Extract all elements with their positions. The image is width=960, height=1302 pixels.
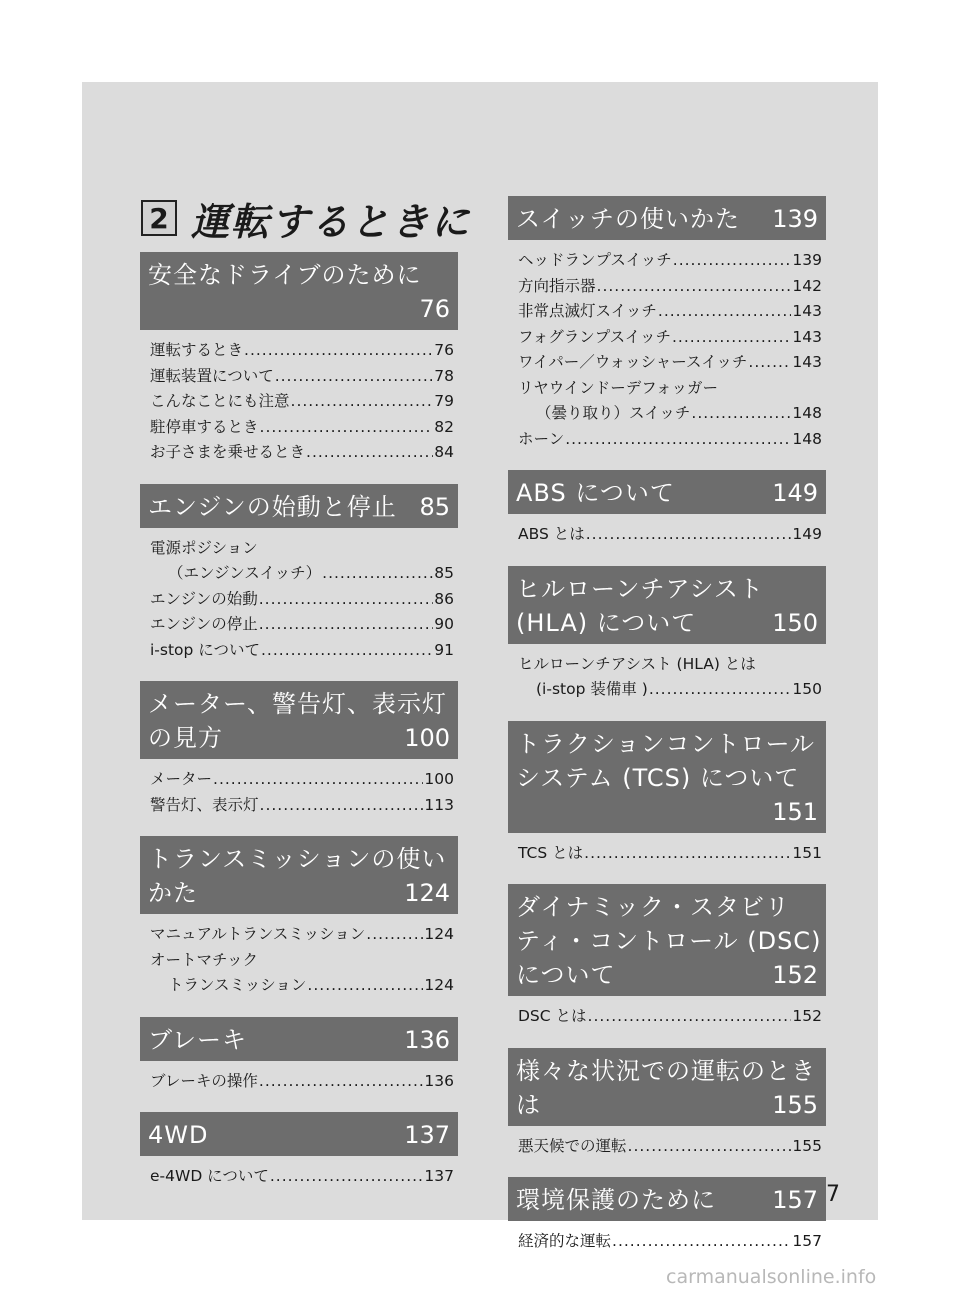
toc-entry-page: 100 bbox=[424, 770, 454, 788]
section-title: トランスミッションの使い bbox=[148, 845, 447, 873]
toc-entry-page: 150 bbox=[792, 680, 822, 698]
section-title: 環境保護のために bbox=[516, 1186, 716, 1214]
section-title: システム (TCS) について bbox=[516, 763, 800, 792]
toc-entry-text: オートマチック bbox=[150, 950, 259, 969]
dot-leader bbox=[259, 612, 434, 638]
chapter-heading bbox=[141, 196, 472, 244]
section-title-row bbox=[516, 1183, 818, 1217]
section-title: ABS について bbox=[516, 479, 675, 507]
section-page: 149 bbox=[772, 479, 818, 507]
section-title-row bbox=[148, 876, 450, 910]
dot-leader bbox=[673, 248, 792, 274]
toc-entry-page: 90 bbox=[434, 615, 454, 633]
section-title: ヒルローンチアシスト bbox=[516, 574, 764, 603]
section-title: は bbox=[516, 1090, 541, 1119]
dot-leader bbox=[213, 767, 423, 793]
toc-entry-list bbox=[508, 522, 826, 548]
toc-entry-text: TCS とは bbox=[518, 843, 584, 862]
dot-leader bbox=[291, 389, 434, 415]
toc-entry[interactable] bbox=[518, 1134, 822, 1160]
toc-entry[interactable] bbox=[150, 389, 454, 415]
toc-entry-text: 運転装置について bbox=[150, 366, 274, 385]
toc-entry-page: 84 bbox=[434, 443, 454, 461]
section-header[interactable] bbox=[140, 1112, 458, 1156]
toc-entry[interactable] bbox=[150, 922, 454, 948]
toc-entry-page: 148 bbox=[792, 404, 822, 422]
section-header[interactable] bbox=[140, 681, 458, 759]
toc-entry-page: 124 bbox=[424, 925, 454, 943]
toc-entry-page: 137 bbox=[424, 1167, 454, 1185]
toc-entry-page: 136 bbox=[424, 1071, 454, 1090]
dot-leader bbox=[691, 401, 791, 427]
toc-entry[interactable] bbox=[518, 274, 822, 300]
toc-entry-list bbox=[508, 248, 826, 452]
toc-entry-text: こんなことにも注意 bbox=[150, 392, 290, 410]
dot-leader bbox=[672, 325, 791, 351]
toc-entry-text: （エンジンスイッチ） bbox=[168, 564, 322, 582]
toc-entry-list bbox=[140, 922, 458, 999]
section-title: 様々な状況での運転のとき bbox=[516, 1056, 816, 1085]
toc-entry[interactable] bbox=[150, 1069, 454, 1095]
dot-leader bbox=[306, 440, 433, 466]
section-header[interactable] bbox=[140, 252, 458, 330]
toc-entry-page: 76 bbox=[434, 341, 454, 359]
section-page: 157 bbox=[772, 1186, 818, 1214]
toc-entry-text: メーター bbox=[150, 770, 213, 788]
toc-entry-list bbox=[508, 841, 826, 867]
toc-entry-text: リヤウインドーデフォッガー bbox=[518, 378, 718, 397]
toc-entry-list bbox=[508, 1004, 826, 1030]
section-header[interactable] bbox=[508, 470, 826, 514]
toc-entry[interactable] bbox=[518, 841, 822, 867]
toc-entry[interactable] bbox=[518, 652, 822, 678]
section-title: 安全なドライブのために bbox=[148, 261, 422, 289]
toc-entry-text: エンジンの始動 bbox=[150, 589, 258, 608]
toc-entry-text: ヘッドランプスイッチ bbox=[518, 251, 672, 269]
toc-entry-page: 143 bbox=[792, 327, 822, 346]
section-title-row bbox=[148, 721, 450, 755]
watermark: carmanualsonline.info bbox=[666, 1266, 877, 1288]
toc-entry-page: 143 bbox=[792, 353, 822, 371]
toc-entry-text: DSC とは bbox=[518, 1007, 587, 1025]
dot-leader bbox=[586, 522, 792, 548]
dot-leader bbox=[307, 973, 423, 999]
toc-entry-page: 143 bbox=[792, 302, 822, 320]
toc-entry-page: 149 bbox=[792, 525, 822, 543]
toc-entry-list bbox=[508, 1229, 826, 1255]
toc-entry[interactable] bbox=[150, 767, 454, 793]
dot-leader bbox=[658, 299, 792, 325]
toc-entry-list bbox=[140, 338, 458, 466]
toc-entry-list bbox=[140, 1069, 458, 1095]
dot-leader bbox=[270, 1164, 424, 1190]
toc-entry-text: (i-stop 装備車 ) bbox=[536, 680, 648, 698]
toc-entry[interactable] bbox=[518, 401, 822, 427]
toc-entry[interactable] bbox=[518, 1004, 822, 1030]
toc-entry-text: 警告灯、表示灯 bbox=[150, 795, 259, 814]
section-header[interactable] bbox=[140, 836, 458, 914]
toc-entry-text: 電源ポジション bbox=[150, 538, 258, 557]
section-header[interactable] bbox=[508, 1177, 826, 1221]
toc-entry-text: お子さまを乗せるとき bbox=[150, 443, 306, 461]
section-header[interactable] bbox=[508, 196, 826, 240]
section-title-row bbox=[148, 1023, 450, 1057]
toc-entry-list bbox=[140, 536, 458, 664]
toc-entry-text: ヒルローンチアシスト (HLA) とは bbox=[518, 654, 756, 673]
dot-leader bbox=[260, 793, 424, 819]
toc-entry-text: （曇り取り）スイッチ bbox=[536, 404, 691, 422]
toc-entry[interactable] bbox=[518, 350, 822, 376]
section-header[interactable] bbox=[508, 566, 826, 644]
section-title-row bbox=[516, 1088, 818, 1122]
toc-entry[interactable] bbox=[150, 536, 454, 562]
section-title: について bbox=[516, 961, 616, 989]
section-header[interactable] bbox=[140, 1017, 458, 1061]
toc-entry-page: 152 bbox=[792, 1007, 822, 1025]
dot-leader bbox=[259, 587, 434, 613]
toc-entry-page: 86 bbox=[434, 589, 454, 608]
section-title-row bbox=[516, 606, 818, 640]
toc-entry-page: 91 bbox=[434, 640, 454, 659]
toc-entry[interactable] bbox=[518, 376, 822, 402]
dot-leader bbox=[597, 274, 792, 300]
toc-entry-page: 85 bbox=[434, 564, 454, 582]
toc-entry-list bbox=[508, 1134, 826, 1160]
toc-entry-text: マニュアルトランスミッション bbox=[150, 925, 366, 943]
dot-leader bbox=[588, 1004, 792, 1030]
toc-entry[interactable] bbox=[150, 1164, 454, 1190]
chapter-number: 2 bbox=[141, 200, 177, 236]
section-page: 85 bbox=[419, 492, 450, 521]
dot-leader bbox=[260, 415, 434, 441]
toc-entry-text: 非常点滅灯スイッチ bbox=[518, 302, 657, 320]
section-page: 155 bbox=[772, 1090, 818, 1119]
toc-entry[interactable] bbox=[518, 522, 822, 548]
toc-entry-text: トランスミッション bbox=[168, 976, 307, 994]
toc-left-column bbox=[140, 252, 458, 1208]
toc-entry-text: エンジンの停止 bbox=[150, 615, 258, 633]
section-title: トラクションコントロール bbox=[516, 729, 816, 758]
dot-leader bbox=[565, 427, 791, 453]
toc-entry[interactable] bbox=[150, 561, 454, 587]
toc-entry[interactable] bbox=[518, 299, 822, 325]
section-title-row bbox=[516, 202, 818, 236]
toc-entry[interactable] bbox=[518, 427, 822, 453]
toc-entry-list bbox=[140, 1164, 458, 1190]
section-title: メーター、警告灯、表示灯 bbox=[148, 690, 448, 718]
section-title-row bbox=[148, 1118, 450, 1152]
dot-leader bbox=[259, 1069, 424, 1095]
toc-entry-text: ワイパー／ウォッシャースイッチ bbox=[518, 353, 748, 371]
toc-entry-page: 78 bbox=[434, 366, 454, 385]
toc-entry[interactable] bbox=[518, 325, 822, 351]
toc-entry-page: 157 bbox=[792, 1232, 822, 1250]
section-page: 137 bbox=[404, 1121, 450, 1149]
section-title: スイッチの使いかた bbox=[516, 205, 741, 233]
toc-entry-text: 方向指示器 bbox=[518, 276, 596, 295]
section-title: ダイナミック・スタビリ bbox=[516, 893, 791, 921]
dot-leader bbox=[261, 638, 433, 664]
toc-entry-page: 79 bbox=[434, 392, 454, 410]
toc-entry-page: 139 bbox=[792, 251, 822, 269]
toc-entry[interactable] bbox=[518, 248, 822, 274]
toc-entry-text: 経済的な運転 bbox=[518, 1232, 612, 1250]
section-header[interactable] bbox=[508, 1048, 826, 1126]
toc-entry[interactable] bbox=[150, 415, 454, 441]
toc-entry-text: ブレーキの操作 bbox=[150, 1071, 258, 1090]
toc-entry-list bbox=[140, 767, 458, 818]
toc-entry[interactable] bbox=[150, 948, 454, 974]
toc-entry-page: 148 bbox=[792, 429, 822, 448]
toc-entry-text: ホーン bbox=[518, 429, 565, 448]
toc-entry-page: 155 bbox=[792, 1136, 822, 1155]
section-page: 76 bbox=[419, 295, 450, 323]
toc-entry-list bbox=[508, 652, 826, 703]
section-header[interactable] bbox=[508, 884, 826, 996]
toc-entry[interactable] bbox=[518, 1229, 822, 1255]
toc-entry[interactable] bbox=[150, 440, 454, 466]
dot-leader bbox=[366, 922, 423, 948]
section-title: ブレーキ bbox=[148, 1025, 248, 1054]
section-title: 4WD bbox=[148, 1121, 209, 1149]
toc-entry-page: 151 bbox=[792, 843, 822, 862]
toc-entry-page: 113 bbox=[424, 795, 454, 814]
section-title: (HLA) について bbox=[516, 608, 697, 637]
section-title: エンジンの始動と停止 bbox=[148, 492, 397, 521]
dot-leader bbox=[612, 1229, 791, 1255]
dot-leader bbox=[748, 350, 791, 376]
toc-entry-text: フォグランプスイッチ bbox=[518, 327, 671, 346]
toc-entry[interactable] bbox=[518, 677, 822, 703]
toc-right-column bbox=[508, 196, 826, 1273]
toc-entry-page: 82 bbox=[434, 417, 454, 436]
toc-entry[interactable] bbox=[150, 638, 454, 664]
section-page: 152 bbox=[772, 961, 818, 989]
toc-entry-text: 悪天候での運転 bbox=[518, 1136, 627, 1155]
toc-entry-text: ABS とは bbox=[518, 525, 585, 543]
toc-entry[interactable] bbox=[150, 973, 454, 999]
page-number: 7 bbox=[826, 1182, 840, 1207]
toc-entry-text: i-stop について bbox=[150, 640, 260, 659]
section-header[interactable] bbox=[140, 484, 458, 528]
section-page: 124 bbox=[404, 879, 450, 907]
section-title-row bbox=[516, 958, 818, 992]
section-header[interactable] bbox=[508, 721, 826, 833]
section-title-row bbox=[148, 490, 450, 524]
toc-entry[interactable] bbox=[150, 338, 454, 364]
toc-entry-text: 運転するとき bbox=[150, 341, 244, 359]
toc-entry-page: 142 bbox=[792, 276, 822, 295]
dot-leader bbox=[628, 1134, 792, 1160]
dot-leader bbox=[584, 841, 791, 867]
toc-entry[interactable] bbox=[150, 587, 454, 613]
toc-entry-text: e-4WD について bbox=[150, 1167, 269, 1185]
section-title: の見方 bbox=[148, 724, 223, 752]
toc-entry-text: 駐停車するとき bbox=[150, 417, 259, 436]
section-title: ティ・コントロール (DSC) bbox=[516, 927, 822, 955]
dot-leader bbox=[275, 364, 434, 390]
section-page: 150 bbox=[772, 608, 818, 637]
toc-entry[interactable] bbox=[150, 793, 454, 819]
dot-leader bbox=[649, 677, 792, 703]
toc-entry-page: 124 bbox=[424, 976, 454, 994]
section-title: かた bbox=[148, 879, 198, 907]
toc-entry[interactable] bbox=[150, 612, 454, 638]
section-page: 100 bbox=[404, 724, 450, 752]
section-page: 151 bbox=[772, 797, 818, 826]
dot-leader bbox=[322, 561, 433, 587]
dot-leader bbox=[244, 338, 433, 364]
chapter-title: 運転するときに bbox=[191, 199, 472, 244]
toc-entry[interactable] bbox=[150, 364, 454, 390]
section-page: 139 bbox=[772, 205, 818, 233]
section-page: 136 bbox=[404, 1025, 450, 1054]
section-title-row bbox=[516, 476, 818, 510]
